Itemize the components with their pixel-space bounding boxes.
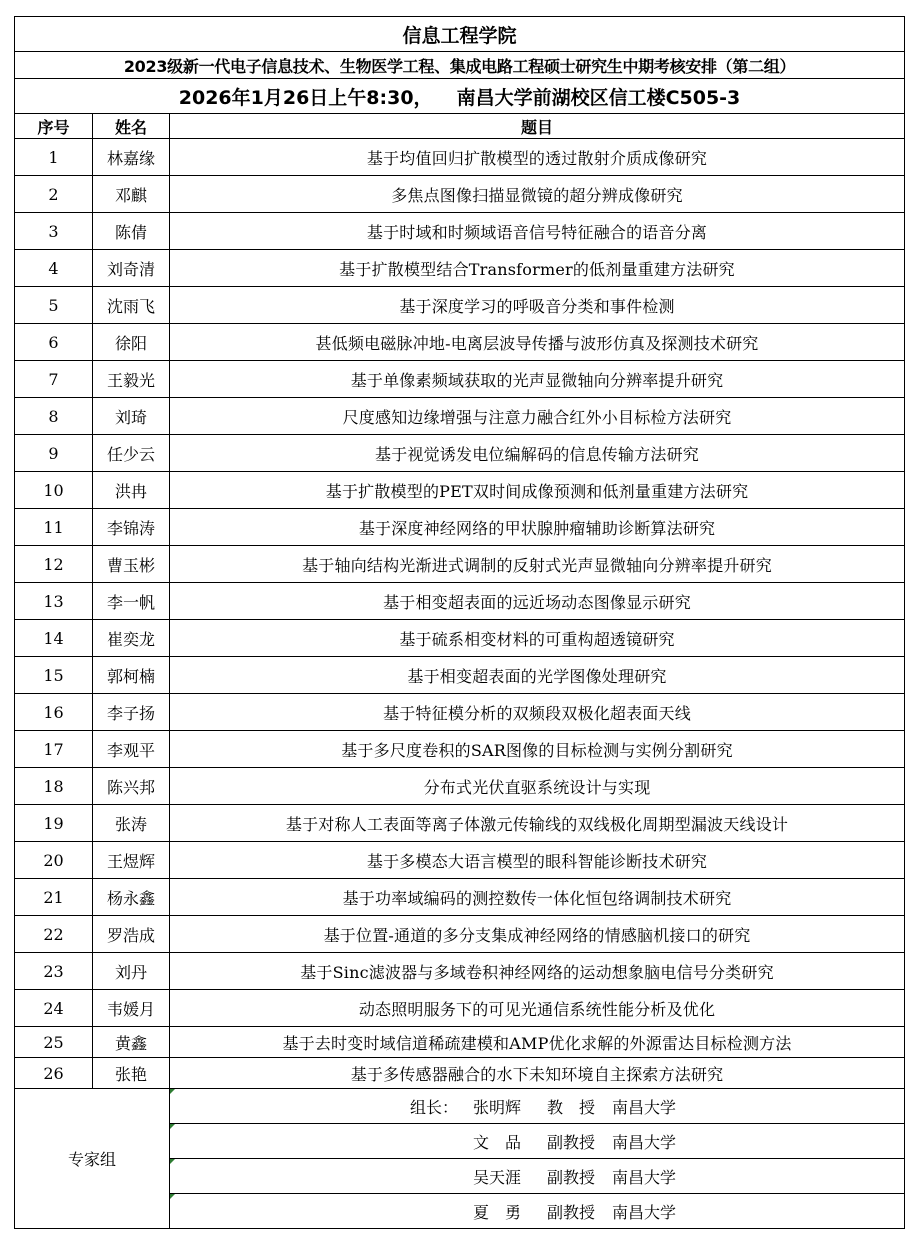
thesis-topic: 基于深度学习的呼吸音分类和事件检测 [170, 287, 905, 324]
expert-name: 吴天涯 [472, 1167, 521, 1187]
thesis-topic: 基于扩散模型结合Transformer的低剂量重建方法研究 [170, 250, 905, 287]
table-row [15, 176, 905, 213]
institution-title: 信息工程学院 [15, 17, 905, 52]
table-row [15, 509, 905, 546]
table-row [15, 583, 905, 620]
student-name: 罗浩成 [93, 916, 170, 953]
row-index: 8 [15, 398, 93, 435]
table-row [15, 546, 905, 583]
expert-rank: 教 授 [546, 1097, 595, 1117]
cell-comment-marker [170, 1159, 175, 1164]
table-row [15, 472, 905, 509]
student-name: 洪冉 [93, 472, 170, 509]
table-row [15, 435, 905, 472]
thesis-topic: 分布式光伏直驱系统设计与实现 [170, 768, 905, 805]
exam-date-time: 2026年1月26日上午8:30， [178, 86, 433, 109]
thesis-topic: 基于相变超表面的远近场动态图像显示研究 [170, 583, 905, 620]
student-name: 李子扬 [93, 694, 170, 731]
student-name: 沈雨飞 [93, 287, 170, 324]
student-name: 李观平 [93, 731, 170, 768]
row-index: 21 [15, 879, 93, 916]
table-row [15, 287, 905, 324]
thesis-topic: 基于多尺度卷积的SAR图像的目标检测与实例分割研究 [170, 731, 905, 768]
row-index: 7 [15, 361, 93, 398]
thesis-topic: 基于特征模分析的双频段双极化超表面天线 [170, 694, 905, 731]
row-index: 23 [15, 953, 93, 990]
expert-member [170, 1159, 905, 1194]
student-name: 刘琦 [93, 398, 170, 435]
table-row [15, 1058, 905, 1089]
row-index: 24 [15, 990, 93, 1027]
expert-name: 文 品 [472, 1132, 521, 1152]
col-header-index: 序号 [15, 114, 93, 139]
title-row [15, 17, 905, 52]
date-location-cell [15, 79, 905, 114]
student-name: 林嘉缘 [93, 139, 170, 176]
student-name: 崔奕龙 [93, 620, 170, 657]
table-row [15, 731, 905, 768]
expert-name: 夏 勇 [472, 1202, 521, 1222]
subtitle-row [15, 52, 905, 79]
table-row [15, 361, 905, 398]
table-row [15, 620, 905, 657]
schedule-table [14, 16, 905, 1229]
thesis-topic: 尺度感知边缘增强与注意力融合红外小目标检方法研究 [170, 398, 905, 435]
row-index: 15 [15, 657, 93, 694]
table-row [15, 250, 905, 287]
thesis-topic: 基于扩散模型的PET双时间成像预测和低剂量重建方法研究 [170, 472, 905, 509]
student-name: 李一帆 [93, 583, 170, 620]
table-row [15, 805, 905, 842]
expert-affiliation: 南昌大学 [612, 1167, 677, 1187]
row-index: 12 [15, 546, 93, 583]
thesis-topic: 基于深度神经网络的甲状腺肿瘤辅助诊断算法研究 [170, 509, 905, 546]
student-name: 刘丹 [93, 953, 170, 990]
row-index: 1 [15, 139, 93, 176]
table-row [15, 916, 905, 953]
table-row [15, 694, 905, 731]
cell-comment-marker [170, 1194, 175, 1199]
student-name: 陈兴邦 [93, 768, 170, 805]
row-index: 19 [15, 805, 93, 842]
student-name: 任少云 [93, 435, 170, 472]
expert-role: 组长： [409, 1097, 458, 1117]
row-index: 3 [15, 213, 93, 250]
expert-rank: 副教授 [546, 1202, 595, 1222]
thesis-topic: 基于去时变时域信道稀疏建模和AMP优化求解的外源雷达目标检测方法 [170, 1027, 905, 1058]
table-row [15, 139, 905, 176]
expert-name: 张明辉 [472, 1097, 521, 1117]
thesis-topic: 基于轴向结构光渐进式调制的反射式光声显微轴向分辨率提升研究 [170, 546, 905, 583]
table-row [15, 768, 905, 805]
col-header-name: 姓名 [93, 114, 170, 139]
table-row [15, 398, 905, 435]
column-header-row [15, 114, 905, 139]
thesis-topic: 基于视觉诱发电位编解码的信息传输方法研究 [170, 435, 905, 472]
thesis-topic: 甚低频电磁脉冲地-电离层波导传播与波形仿真及探测技术研究 [170, 324, 905, 361]
row-index: 11 [15, 509, 93, 546]
row-index: 6 [15, 324, 93, 361]
exam-location: 南昌大学前湖校区信工楼C505-3 [456, 86, 741, 109]
student-name: 黄鑫 [93, 1027, 170, 1058]
student-name: 李锦涛 [93, 509, 170, 546]
expert-rank: 副教授 [546, 1132, 595, 1152]
student-name: 刘奇清 [93, 250, 170, 287]
student-name: 徐阳 [93, 324, 170, 361]
row-index: 26 [15, 1058, 93, 1089]
student-name: 郭柯楠 [93, 657, 170, 694]
cell-comment-marker [170, 1124, 175, 1129]
row-index: 10 [15, 472, 93, 509]
row-index: 5 [15, 287, 93, 324]
row-index: 22 [15, 916, 93, 953]
student-name: 曹玉彬 [93, 546, 170, 583]
row-index: 18 [15, 768, 93, 805]
expert-affiliation: 南昌大学 [612, 1097, 677, 1117]
expert-member [170, 1124, 905, 1159]
expert-affiliation: 南昌大学 [612, 1202, 677, 1222]
thesis-topic: 基于单像素频域获取的光声显微轴向分辨率提升研究 [170, 361, 905, 398]
expert-row [15, 1089, 905, 1124]
table-row [15, 1027, 905, 1058]
student-name: 韦媛月 [93, 990, 170, 1027]
row-index: 13 [15, 583, 93, 620]
expert-group-label: 专家组 [15, 1089, 170, 1229]
thesis-topic: 基于Sinc滤波器与多域卷积神经网络的运动想象脑电信号分类研究 [170, 953, 905, 990]
row-index: 20 [15, 842, 93, 879]
col-header-topic: 题目 [170, 114, 905, 139]
thesis-topic: 基于均值回归扩散模型的透过散射介质成像研究 [170, 139, 905, 176]
student-name: 邓麒 [93, 176, 170, 213]
table-row [15, 953, 905, 990]
thesis-topic: 基于功率域编码的测控数传一体化恒包络调制技术研究 [170, 879, 905, 916]
thesis-topic: 基于位置-通道的多分支集成神经网络的情感脑机接口的研究 [170, 916, 905, 953]
student-name: 王煜辉 [93, 842, 170, 879]
expert-member [170, 1089, 905, 1124]
thesis-topic: 基于多模态大语言模型的眼科智能诊断技术研究 [170, 842, 905, 879]
row-index: 17 [15, 731, 93, 768]
thesis-topic: 基于相变超表面的光学图像处理研究 [170, 657, 905, 694]
expert-affiliation: 南昌大学 [612, 1132, 677, 1152]
table-row [15, 879, 905, 916]
row-index: 16 [15, 694, 93, 731]
table-row [15, 213, 905, 250]
thesis-topic: 基于对称人工表面等离子体激元传输线的双线极化周期型漏波天线设计 [170, 805, 905, 842]
row-index: 2 [15, 176, 93, 213]
thesis-topic: 多焦点图像扫描显微镜的超分辨成像研究 [170, 176, 905, 213]
student-name: 陈倩 [93, 213, 170, 250]
student-name: 王毅光 [93, 361, 170, 398]
table-row [15, 990, 905, 1027]
table-row [15, 842, 905, 879]
student-name: 张艳 [93, 1058, 170, 1089]
datetime-row [15, 79, 905, 114]
expert-rank: 副教授 [546, 1167, 595, 1187]
student-name: 杨永鑫 [93, 879, 170, 916]
expert-member [170, 1194, 905, 1229]
row-index: 4 [15, 250, 93, 287]
row-index: 9 [15, 435, 93, 472]
cell-comment-marker [170, 1089, 175, 1094]
exam-subtitle: 2023级新一代电子信息技术、生物医学工程、集成电路工程硕士研究生中期考核安排（第二组） [15, 52, 905, 79]
thesis-topic: 基于时域和时频域语音信号特征融合的语音分离 [170, 213, 905, 250]
table-row [15, 324, 905, 361]
thesis-topic: 基于多传感器融合的水下未知环境自主探索方法研究 [170, 1058, 905, 1089]
student-name: 张涛 [93, 805, 170, 842]
table-row [15, 657, 905, 694]
thesis-topic: 基于硫系相变材料的可重构超透镜研究 [170, 620, 905, 657]
row-index: 25 [15, 1027, 93, 1058]
thesis-topic: 动态照明服务下的可见光通信系统性能分析及优化 [170, 990, 905, 1027]
row-index: 14 [15, 620, 93, 657]
